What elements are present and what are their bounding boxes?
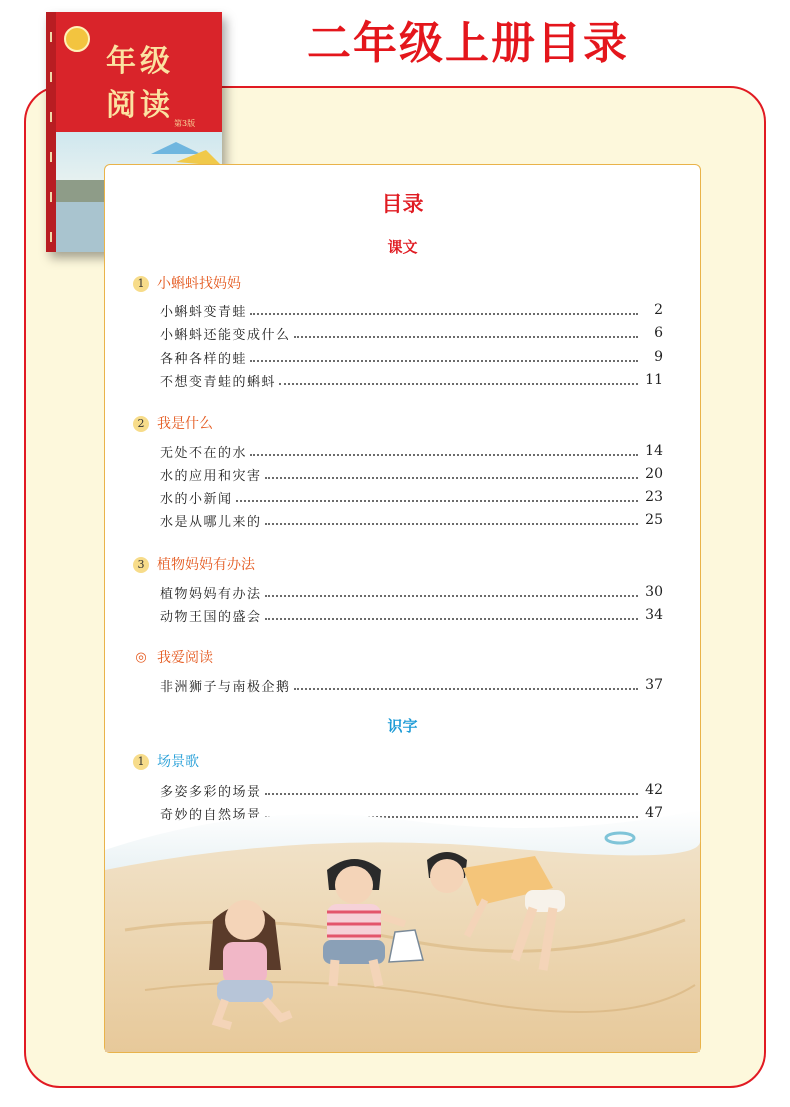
unit-number-marker: 1 xyxy=(133,276,149,292)
section-heading-shizi: 识字 xyxy=(387,717,418,735)
entry-title: 奇妙的自然场景 xyxy=(160,807,262,823)
page-title: 二年级上册目录 xyxy=(307,18,629,69)
unit-heading[interactable] xyxy=(133,414,213,434)
entry-page-number: 11 xyxy=(645,372,663,388)
entry-title: 不想变青蛙的蝌蚪 xyxy=(160,374,277,390)
entry-page-number: 23 xyxy=(645,489,663,505)
entry-page-number: 6 xyxy=(654,325,663,341)
dot-leader xyxy=(294,687,638,690)
entry-title: 非洲狮子与南极企鹅 xyxy=(160,679,291,695)
entry-title: 水的小新闻 xyxy=(160,491,233,507)
toc-entry[interactable] xyxy=(160,605,663,625)
entry-page-number: 47 xyxy=(645,805,663,821)
entry-title: 动物王国的盛会 xyxy=(160,609,262,625)
dot-leader xyxy=(265,522,638,525)
dot-leader xyxy=(294,335,638,338)
unit-heading[interactable] xyxy=(133,555,255,575)
book-emblem-icon xyxy=(64,26,90,52)
unit-number-marker: 2 xyxy=(133,416,149,432)
toc-entry[interactable] xyxy=(160,347,663,367)
entry-page-number: 42 xyxy=(645,782,663,798)
entry-page-number: 9 xyxy=(654,349,663,365)
toc-entry[interactable] xyxy=(160,510,663,530)
unit-title: 植物妈妈有办法 xyxy=(157,557,255,573)
entry-title: 水是从哪儿来的 xyxy=(160,514,262,530)
unit-title: 小蝌蚪找妈妈 xyxy=(157,276,241,292)
entry-title: 小蝌蚪变青蛙 xyxy=(160,304,248,320)
unit-heading[interactable] xyxy=(133,274,241,294)
entry-page-number: 30 xyxy=(645,584,663,600)
unit-title: 场景歌 xyxy=(157,754,199,770)
dot-leader xyxy=(236,499,638,502)
toc-entry[interactable] xyxy=(160,370,663,390)
unit-title: 我是什么 xyxy=(157,416,213,432)
entry-title: 多姿多彩的场景 xyxy=(160,784,262,800)
toc-entry[interactable] xyxy=(160,323,663,343)
dot-leader xyxy=(250,453,638,456)
entry-title: 水的应用和灾害 xyxy=(160,468,262,484)
toc-entry[interactable] xyxy=(160,300,663,320)
entry-page-number: 20 xyxy=(645,466,663,482)
toc-entry[interactable] xyxy=(160,464,663,484)
unit-number-marker: 1 xyxy=(133,754,149,770)
unit-number-marker: 3 xyxy=(133,557,149,573)
dot-leader xyxy=(279,382,638,385)
entry-title: 各种各样的蛙 xyxy=(160,351,248,367)
entry-page-number: 14 xyxy=(645,443,663,459)
beach-illustration xyxy=(105,760,700,1052)
entry-page-number: 34 xyxy=(645,607,663,623)
dot-leader xyxy=(250,359,638,362)
dot-leader xyxy=(250,312,638,315)
reading-circle-icon: ◎ xyxy=(135,650,147,665)
toc-title: 目录 xyxy=(381,192,424,216)
dot-leader xyxy=(265,617,638,620)
book-subtitle: 第3版 xyxy=(174,119,196,128)
dot-leader xyxy=(265,476,638,479)
entry-page-number: 2 xyxy=(654,302,663,318)
toc-entry[interactable] xyxy=(160,487,663,507)
dot-leader xyxy=(265,594,638,597)
entry-page-number: 37 xyxy=(645,677,663,693)
book-title-line2: 阅读 xyxy=(106,88,174,123)
toc-entry[interactable] xyxy=(160,675,663,695)
entry-title: 无处不在的水 xyxy=(160,445,248,461)
toc-entry[interactable] xyxy=(160,582,663,602)
book-title-line1: 年级 xyxy=(106,44,174,79)
entry-title: 植物妈妈有办法 xyxy=(160,586,262,602)
section-heading-kewen: 课文 xyxy=(387,238,418,256)
unit-title: 我爱阅读 xyxy=(157,650,213,666)
book-spine xyxy=(46,12,56,252)
toc-entry[interactable] xyxy=(160,441,663,461)
entry-title: 小蝌蚪还能变成什么 xyxy=(160,327,291,343)
entry-page-number: 25 xyxy=(645,512,663,528)
unit-heading[interactable] xyxy=(133,648,213,668)
